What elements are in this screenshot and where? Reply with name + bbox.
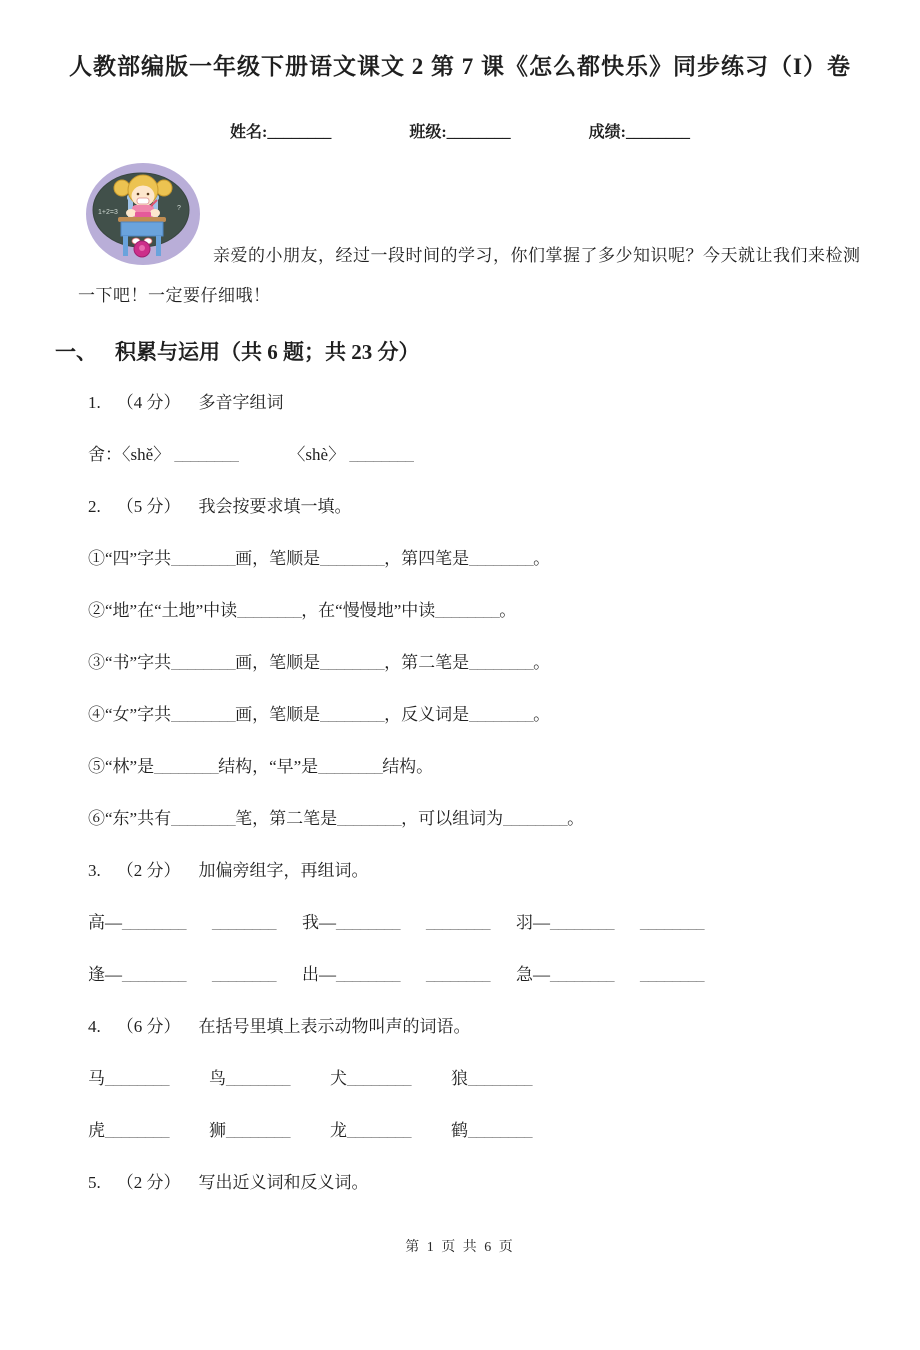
answer-row xyxy=(88,1118,865,1144)
score-field: 成绩:________ xyxy=(588,124,691,141)
answer-blank: ________ xyxy=(318,757,383,776)
question-2 xyxy=(88,494,865,832)
question-heading xyxy=(88,494,865,520)
question-points: （2 分） xyxy=(116,861,181,880)
answer-blank: ________ xyxy=(435,601,500,620)
answer-cell xyxy=(426,962,490,988)
answer-blank: ________ xyxy=(226,1069,290,1088)
answer-blank: ________ xyxy=(237,601,302,620)
question-points: （4 分） xyxy=(116,393,181,412)
answer-blank: ________ xyxy=(171,653,236,672)
answer-row xyxy=(88,1066,865,1092)
answer-blank: ________ xyxy=(640,913,704,932)
answer-cell xyxy=(212,910,276,936)
answer-blank: ________ xyxy=(426,965,490,984)
question-number: 1. xyxy=(88,393,101,412)
question-number: 2. xyxy=(88,497,101,516)
answer-blank: ________ xyxy=(171,705,236,724)
answer-cell: ①“四”字共________画，笔顺是________，第四笔是________。 xyxy=(88,549,551,568)
answer-cell: 我—________ xyxy=(302,913,400,932)
answer-cell: 羽—________ xyxy=(516,913,614,932)
question-heading xyxy=(88,1014,865,1040)
answer-row xyxy=(88,962,865,988)
answer-blank: ________ xyxy=(640,965,704,984)
answer-cell: 马________ xyxy=(88,1069,169,1088)
answer-blank: ________ xyxy=(426,913,490,932)
intro-text: 亲爱的小朋友，经过一段时间的学习，你们掌握了多少知识呢？今天就让我们来检测一下吧！一定要仔细哦！ xyxy=(78,246,861,305)
answer-cell: ⑤“林”是________结构，“早”是________结构。 xyxy=(88,757,434,776)
chalk-question-mark: ? xyxy=(177,205,181,212)
question-3 xyxy=(88,858,865,988)
answer-blank: ________ xyxy=(171,549,236,568)
answer-blank: ________ xyxy=(212,913,276,932)
question-heading xyxy=(88,390,865,416)
answer-blank: ________ xyxy=(336,913,400,932)
answer-cell: 高—________ xyxy=(88,913,186,932)
answer-cell: 舍：〈shě〉 ________ xyxy=(88,445,239,464)
page-title: 人教部编版一年级下册语文课文 2 第 7 课《怎么都快乐》同步练习（I）卷 xyxy=(69,54,851,79)
answer-blank: ________ xyxy=(468,1069,532,1088)
answer-cell: 出—________ xyxy=(302,965,400,984)
answer-cell: 逢—________ xyxy=(88,965,186,984)
question-number: 5. xyxy=(88,1173,101,1192)
section-heading xyxy=(55,336,865,366)
intro-block xyxy=(78,162,865,316)
question-points: （2 分） xyxy=(116,1173,181,1192)
question-heading xyxy=(88,858,865,884)
section-title: 积累与运用（共 6 题；共 23 分） xyxy=(115,340,420,364)
answer-blank: ________ xyxy=(337,809,402,828)
worksheet-page xyxy=(0,48,920,1350)
answer-blank: ________ xyxy=(122,913,186,932)
chalk-writing: 1+2=3 xyxy=(98,209,118,216)
answer-row xyxy=(88,754,865,780)
questions xyxy=(88,390,865,1196)
answer-blank: ________ xyxy=(105,1069,169,1088)
page-number: 第 1 页 共 6 页 xyxy=(405,1240,515,1255)
answer-cell: ③“书”字共________画，笔顺是________，第二笔是________。 xyxy=(88,653,551,672)
answer-cell: 虎________ xyxy=(88,1121,169,1140)
question-number: 3. xyxy=(88,861,101,880)
answer-blank: ________ xyxy=(320,549,385,568)
answer-cell xyxy=(212,962,276,988)
answer-cell: 狮________ xyxy=(209,1121,290,1140)
question-number: 4. xyxy=(88,1017,101,1036)
answer-cell xyxy=(426,910,490,936)
girl-at-blackboard-illustration xyxy=(85,162,205,268)
answer-blank: ________ xyxy=(122,965,186,984)
answer-blank: ________ xyxy=(212,965,276,984)
answer-cell: 鹤________ xyxy=(451,1121,532,1140)
question-prompt: 在括号里填上表示动物叫声的词语。 xyxy=(198,1017,471,1036)
answer-row xyxy=(88,546,865,572)
answer-blank: ________ xyxy=(320,653,385,672)
answer-blank: ________ xyxy=(320,705,385,724)
answer-cell: 〈shè〉 ________ xyxy=(288,445,414,464)
answer-cell: 狼________ xyxy=(451,1069,532,1088)
answer-cell: 鸟________ xyxy=(209,1069,290,1088)
class-field: 班级:________ xyxy=(409,124,511,141)
answer-cell: ⑥“东”共有________笔，第二笔是________，可以组词为________。 xyxy=(88,809,585,828)
name-field: 姓名:________ xyxy=(229,124,332,141)
section-number: 一、 xyxy=(55,340,97,364)
question-heading xyxy=(88,1170,865,1196)
answer-cell xyxy=(640,910,704,936)
question-4 xyxy=(88,1014,865,1144)
answer-blank: ________ xyxy=(469,653,534,672)
answer-blank: ________ xyxy=(226,1121,290,1140)
question-prompt: 我会按要求填一填。 xyxy=(198,497,352,516)
answer-blank: ________ xyxy=(347,1069,411,1088)
page-footer xyxy=(0,1236,920,1256)
student-info-row xyxy=(55,119,865,142)
answer-blank: ________ xyxy=(469,549,534,568)
question-1 xyxy=(88,390,865,468)
answer-row xyxy=(88,806,865,832)
answer-row xyxy=(88,598,865,624)
question-prompt: 加偏旁组字，再组词。 xyxy=(198,861,369,880)
question-points: （6 分） xyxy=(116,1017,181,1036)
answer-cell: 犬________ xyxy=(330,1069,411,1088)
answer-blank: ________ xyxy=(469,705,534,724)
answer-blank: ________ xyxy=(550,965,614,984)
answer-row xyxy=(88,702,865,728)
answer-blank: ________ xyxy=(550,913,614,932)
answer-row xyxy=(88,442,865,468)
answer-cell: ②“地”在“土地”中读________，在“慢慢地”中读________。 xyxy=(88,601,517,620)
answer-blank: ________ xyxy=(174,445,239,464)
answer-blank: ________ xyxy=(347,1121,411,1140)
answer-row xyxy=(88,910,865,936)
question-points: （5 分） xyxy=(116,497,181,516)
answer-blank: ________ xyxy=(154,757,219,776)
question-prompt: 多音字组词 xyxy=(198,393,284,412)
answer-cell: 急—________ xyxy=(516,965,614,984)
answer-blank: ________ xyxy=(105,1121,169,1140)
answer-blank: ________ xyxy=(336,965,400,984)
answer-cell xyxy=(640,962,704,988)
answer-cell: 龙________ xyxy=(330,1121,411,1140)
answer-row xyxy=(88,650,865,676)
answer-cell: ④“女”字共________画，笔顺是________，反义词是________。 xyxy=(88,705,551,724)
answer-blank: ________ xyxy=(171,809,236,828)
question-prompt: 写出近义词和反义词。 xyxy=(198,1173,369,1192)
answer-blank: ________ xyxy=(468,1121,532,1140)
answer-blank: ________ xyxy=(349,445,414,464)
answer-blank: ________ xyxy=(503,809,568,828)
question-5 xyxy=(88,1170,865,1196)
